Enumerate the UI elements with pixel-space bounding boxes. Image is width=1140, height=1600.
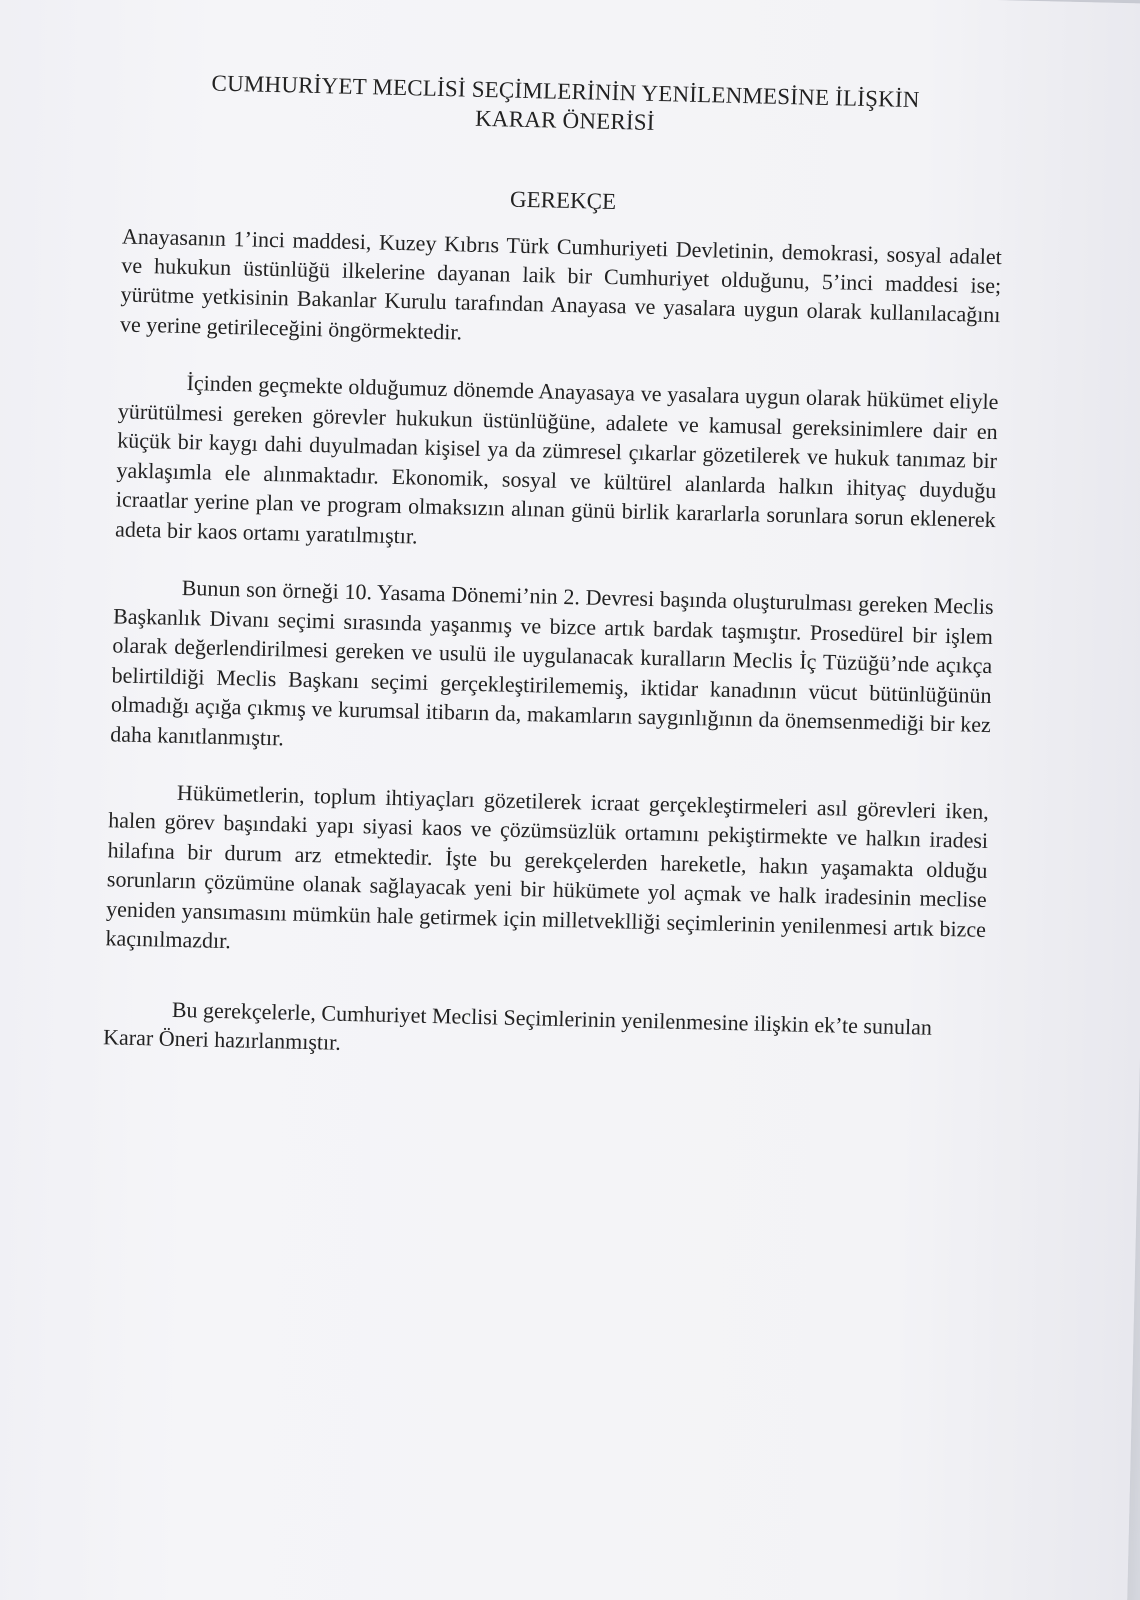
document-title-line-2: KARAR ÖNERİSİ (474, 105, 655, 135)
paragraph-3: Bunun son örneği 10. Yasama Dönemi’nin 2. Devresi başında oluşturulması gereken Meclis Başkanlık Divanı seçimi sırasında yaşanmış ve bizce artık bardak taşmıştır. Prosedürel bir işlem olarak değerlendirilmesi gereken ve usulü ile uygulanacak kuralların Meclis İç Tüzüğü’nde açıkça belirtildiği Meclis Başkanı seçimi gerçekleştirilememiş, iktidar kanadının vücut bütünlüğünün olmadığı açığa çıkmış ve kurumsal itibarın da, makamların saygınlığının da önemsenmediği bir kez daha kanıtlanmıştır. (110, 575, 994, 750)
document-title (125, 68, 1006, 146)
paragraph-2: İçinden geçmekte olduğumuz dönemde Anayasaya ve yasalara uygun olarak hükümet eliyle yürütülmesi gereken görevler hukukun üstünlüğüne, adalete ve kamusal gereksinimlere dair en küçük bir kaygı dahi duyulmadan kişisel ya da zümresel çıkarlar gözetilerek ve hukuk tanımaz bir yaklaşımla ele alınmaktadır. Ekonomik, sosyal ve kültürel alanlarda halkın ihityaç duyduğu icraatlar yerine plan ve program olmaksızın alınan günü birlik kararlarla sorunlara sorun eklenerek adeta bir kaos ortamı yaratılmıştır. (114, 370, 999, 549)
document-title-line-1: CUMHURİYET MECLİSİ SEÇİMLERİNİN YENİLENMESİNE İLİŞKİN (211, 70, 920, 113)
document-content (102, 68, 1006, 1101)
section-heading: GEREKÇE (509, 186, 617, 214)
paragraph-5: Bu gerekçelerle, Cumhuriyet Meclisi Seçimlerinin yenilenmesine ilişkin ek’te sunulan Karar Öneri hazırlanmıştır. (102, 996, 933, 1056)
paragraph-1: Anayasanın 1’inci maddesi, Kuzey Kıbrıs Türk Cumhuriyeti Devletinin, demokrasi, sosyal adalet ve hukukun üstünlüğü ilkelerine dayanan laik bir Cumhuriyet olduğunu, 5’inci maddesi ise; yürütme yetkisinin Bakanlar Kurulu tarafından Anayasa ve yasalara uygun olarak kullanılacağını ve yerine getirileceğini öngörmektedir. (119, 222, 1003, 345)
paragraph-4: Hükümetlerin, toplum ihtiyaçları gözetilerek icraat gerçekleştirmeleri asıl görevleri iken, halen görev başındaki yapı siyasi kaos ve çözümsüzlük ortamını pekiştirmekte ve halkın iradesi hilafına bir durum arz etmektedir. İşte bu gerekçelerden hareketle, hakın yaşamakta olduğu sorunların çözümüne olanak sağlayacak yeni bir hükümete yol açmak ve halk iradesinin meclise yeniden yansımasını mümkün hale getirmek için milletveklliği seçimlerinin yenilenmesi artık bizce kaçınılmazdır. (105, 779, 990, 954)
